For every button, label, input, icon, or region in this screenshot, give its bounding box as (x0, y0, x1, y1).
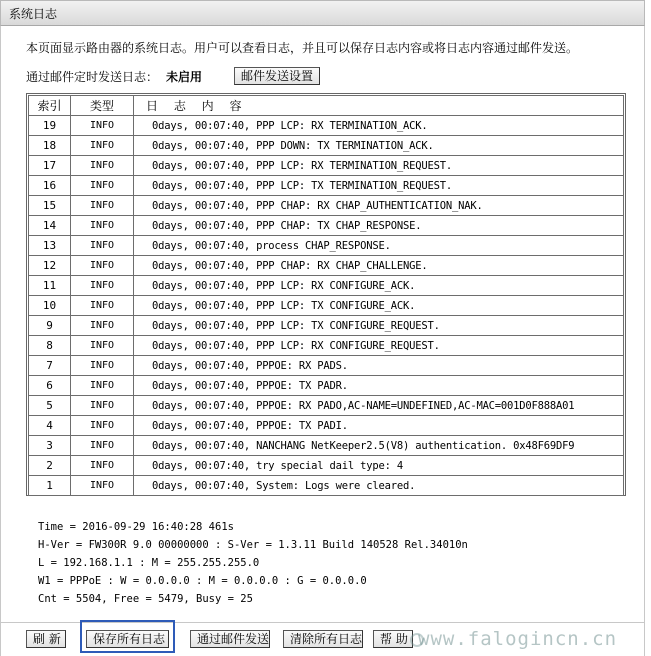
log-message: 0days, 00:07:40, PPP LCP: RX TERMINATION_ACK. (134, 116, 624, 136)
log-type: INFO (71, 356, 134, 376)
email-settings-button[interactable]: 邮件发送设置 (234, 67, 320, 85)
log-index: 6 (29, 376, 71, 396)
log-row (29, 316, 624, 336)
log-row (29, 276, 624, 296)
log-message: 0days, 00:07:40, PPPOE: TX PADR. (134, 376, 624, 396)
log-type: INFO (71, 156, 134, 176)
system-wan: W1 = PPPoE : W = 0.0.0.0 : M = 0.0.0.0 : G = 0.0.0.0 (38, 575, 367, 587)
log-type: INFO (71, 376, 134, 396)
log-type: INFO (71, 296, 134, 316)
log-row (29, 116, 624, 136)
page-title-bar (0, 0, 645, 26)
log-type: INFO (71, 276, 134, 296)
column-header-type: 类型 (71, 96, 134, 116)
log-type: INFO (71, 116, 134, 136)
log-message: 0days, 00:07:40, PPPOE: TX PADI. (134, 416, 624, 436)
log-type: INFO (71, 236, 134, 256)
log-row (29, 156, 624, 176)
column-header-content: 日 志 内 容 (134, 96, 624, 116)
log-row (29, 356, 624, 376)
log-row (29, 236, 624, 256)
log-row (29, 136, 624, 156)
help-button[interactable]: 帮 助 (373, 630, 413, 648)
log-row (29, 436, 624, 456)
log-index: 15 (29, 196, 71, 216)
log-row (29, 476, 624, 496)
log-type: INFO (71, 456, 134, 476)
log-index: 1 (29, 476, 71, 496)
log-message: 0days, 00:07:40, try special dail type: 4 (134, 456, 624, 476)
log-message: 0days, 00:07:40, PPPOE: RX PADO,AC-NAME=UNDEFINED,AC-MAC=001D0F888A01 (134, 396, 624, 416)
log-message: 0days, 00:07:40, PPP LCP: RX CONFIGURE_ACK. (134, 276, 624, 296)
log-index: 14 (29, 216, 71, 236)
log-type: INFO (71, 196, 134, 216)
log-message: 0days, 00:07:40, PPP LCP: RX TERMINATION_REQUEST. (134, 156, 624, 176)
log-message: 0days, 00:07:40, PPP LCP: RX CONFIGURE_REQUEST. (134, 336, 624, 356)
system-version: H-Ver = FW300R 9.0 00000000 : S-Ver = 1.3.11 Build 140528 Rel.34010n (38, 539, 468, 551)
log-message: 0days, 00:07:40, PPPOE: RX PADS. (134, 356, 624, 376)
log-table (28, 95, 624, 496)
save-all-logs-button[interactable]: 保存所有日志 (86, 630, 169, 648)
log-index: 12 (29, 256, 71, 276)
log-message: 0days, 00:07:40, PPP CHAP: TX CHAP_RESPONSE. (134, 216, 624, 236)
page-title: 系统日志 (9, 7, 58, 21)
email-schedule-row (26, 67, 320, 85)
log-index: 2 (29, 456, 71, 476)
log-type: INFO (71, 476, 134, 496)
log-row (29, 376, 624, 396)
log-message: 0days, 00:07:40, PPP LCP: TX CONFIGURE_ACK. (134, 296, 624, 316)
log-message: 0days, 00:07:40, PPP DOWN: TX TERMINATION_ACK. (134, 136, 624, 156)
log-table-header (29, 96, 624, 116)
log-type: INFO (71, 176, 134, 196)
log-index: 10 (29, 296, 71, 316)
log-type: INFO (71, 216, 134, 236)
log-row (29, 296, 624, 316)
log-index: 11 (29, 276, 71, 296)
log-row (29, 416, 624, 436)
log-index: 18 (29, 136, 71, 156)
log-message: 0days, 00:07:40, process CHAP_RESPONSE. (134, 236, 624, 256)
log-type: INFO (71, 256, 134, 276)
watermark: www.falogincn.cn (418, 628, 618, 650)
log-type: INFO (71, 396, 134, 416)
log-row (29, 216, 624, 236)
log-index: 16 (29, 176, 71, 196)
page-description: 本页面显示路由器的系统日志。用户可以查看日志，并且可以保存日志内容或将日志内容通过邮件发送。 (26, 41, 579, 55)
email-schedule-label: 通过邮件定时发送日志： (26, 69, 159, 84)
log-index: 13 (29, 236, 71, 256)
log-type: INFO (71, 336, 134, 356)
send-email-button[interactable]: 通过邮件发送 (190, 630, 270, 648)
log-index: 5 (29, 396, 71, 416)
system-lan: L = 192.168.1.1 : M = 255.255.255.0 (38, 557, 260, 569)
log-message: 0days, 00:07:40, System: Logs were cleared. (134, 476, 624, 496)
log-message: 0days, 00:07:40, PPP LCP: TX CONFIGURE_REQUEST. (134, 316, 624, 336)
log-message: 0days, 00:07:40, NANCHANG NetKeeper2.5(V8) authentication. 0x48F69DF9 (134, 436, 624, 456)
log-type: INFO (71, 136, 134, 156)
log-index: 19 (29, 116, 71, 136)
log-index: 4 (29, 416, 71, 436)
save-button-highlight (80, 620, 175, 653)
log-table-container (26, 93, 626, 496)
log-row (29, 256, 624, 276)
system-info (38, 518, 468, 608)
column-header-index: 索引 (29, 96, 71, 116)
refresh-button[interactable]: 刷 新 (26, 630, 66, 648)
clear-all-logs-button[interactable]: 清除所有日志 (283, 630, 363, 648)
log-type: INFO (71, 316, 134, 336)
log-row (29, 176, 624, 196)
email-schedule-status: 未启用 (166, 69, 203, 84)
system-time: Time = 2016-09-29 16:40:28 461s (38, 521, 234, 533)
log-row (29, 196, 624, 216)
log-message: 0days, 00:07:40, PPP CHAP: RX CHAP_AUTHENTICATION_NAK. (134, 196, 624, 216)
log-row (29, 336, 624, 356)
log-index: 7 (29, 356, 71, 376)
log-row (29, 396, 624, 416)
log-index: 9 (29, 316, 71, 336)
log-type: INFO (71, 416, 134, 436)
system-counts: Cnt = 5504, Free = 5479, Busy = 25 (38, 593, 253, 605)
log-row (29, 456, 624, 476)
log-message: 0days, 00:07:40, PPP LCP: TX TERMINATION_REQUEST. (134, 176, 624, 196)
log-index: 8 (29, 336, 71, 356)
log-index: 3 (29, 436, 71, 456)
log-index: 17 (29, 156, 71, 176)
log-message: 0days, 00:07:40, PPP CHAP: RX CHAP_CHALLENGE. (134, 256, 624, 276)
log-type: INFO (71, 436, 134, 456)
